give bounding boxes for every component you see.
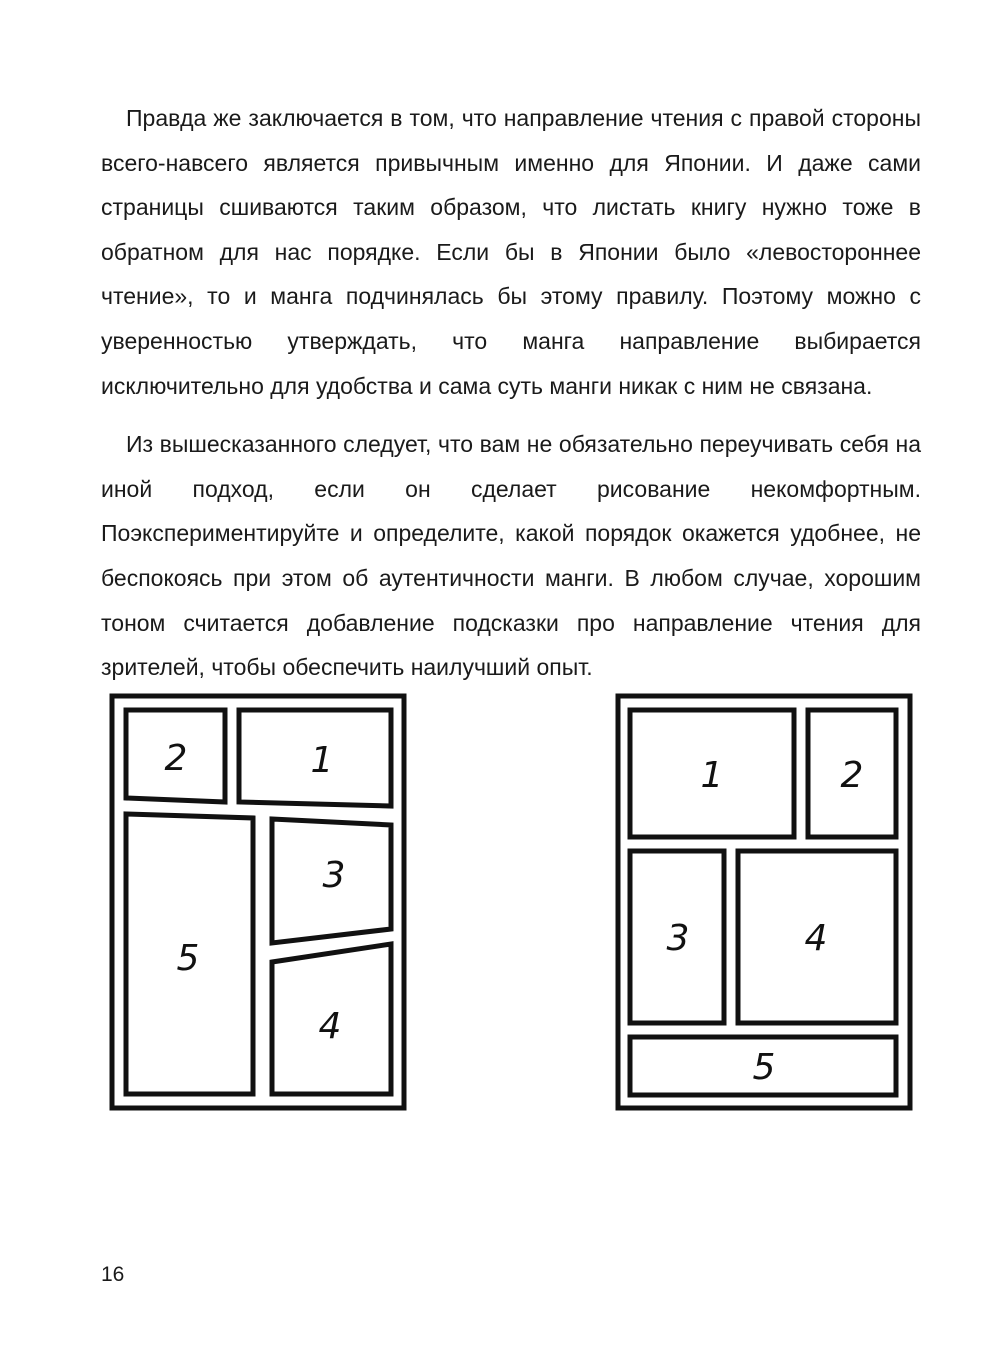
layout-left-to-right xyxy=(614,692,916,1114)
paragraph-reading-direction: Правда же заключается в том, что направление чтения с правой стороны всего-навсего является привычным именно для Японии. И даже сами страницы сшиваются таким образом, что листать книгу нужно тоже в обратном для нас порядке. Если бы в Японии было «левостороннее чтение», то и манга подчинялась бы этому правилу. Поэтому можно с уверенностью утверждать, что манга направление выбирается исключительно для удобства и сама суть манги никак с ним не связана. xyxy=(101,105,921,399)
panel-number-2: 2 xyxy=(164,738,188,779)
page-frame xyxy=(112,696,404,1108)
panel-number-5: 5 xyxy=(176,938,200,979)
body-text xyxy=(101,96,921,704)
panel-number-4: 4 xyxy=(804,918,828,959)
panel-number-4: 4 xyxy=(318,1006,342,1047)
panel-number-1: 1 xyxy=(310,740,334,781)
panel-number-3: 3 xyxy=(322,855,346,896)
paragraph-recommendation: Из вышесказанного следует, что вам не обязательно переучивать себя на иной подход, если он сделает рисование некомфортным. Поэкспериментируйте и определите, какой порядок окажется удобнее, не беспокоясь при этом об аутентичности манги. В любом случае, хорошим тоном считается добавление подсказки про направление чтения для зрителей, чтобы обеспечить наилучший опыт. xyxy=(101,431,921,681)
layout-right-to-left xyxy=(108,692,410,1114)
panel-number-5: 5 xyxy=(752,1047,776,1088)
panel-number-3: 3 xyxy=(666,918,690,959)
page-number: 16 xyxy=(101,1263,125,1286)
panel-number-1: 1 xyxy=(700,755,724,796)
panel-number-2: 2 xyxy=(840,755,864,796)
